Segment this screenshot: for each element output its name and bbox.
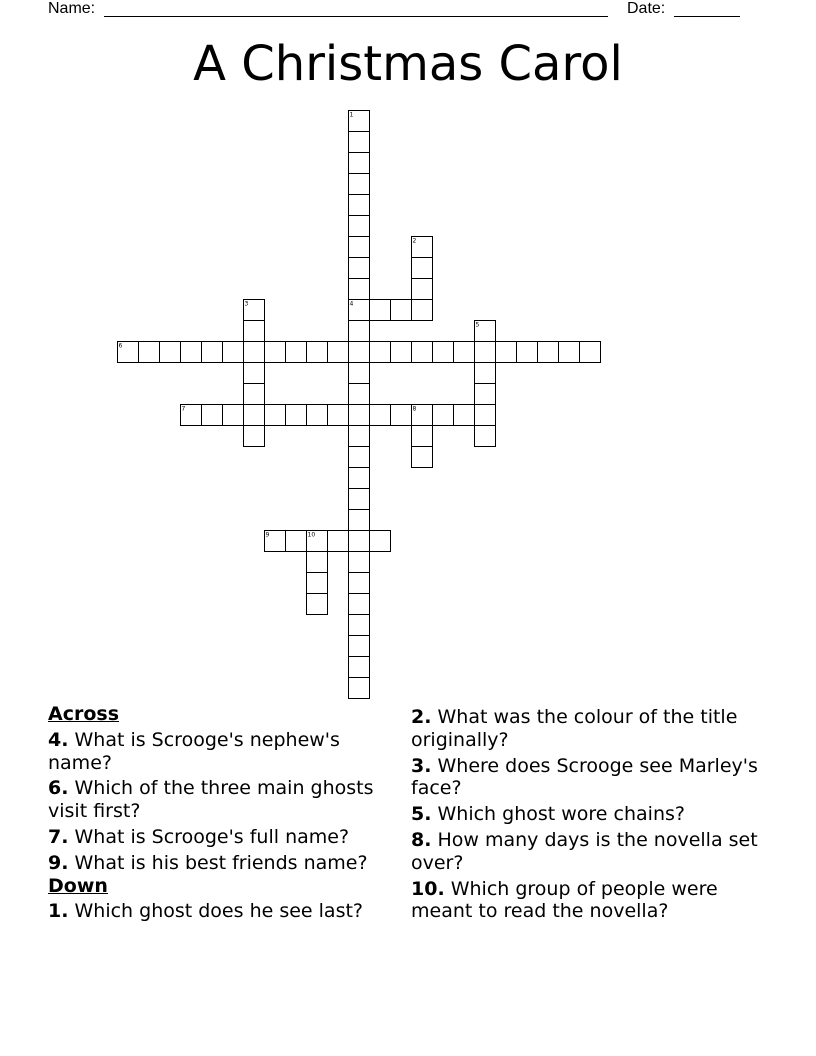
grid-cell[interactable] <box>538 342 559 363</box>
grid-cell[interactable] <box>223 405 244 426</box>
clues-column-left <box>48 703 388 923</box>
clue-number: 1. <box>48 900 69 923</box>
grid-cell[interactable] <box>349 594 370 615</box>
clue-down-3 <box>411 755 763 801</box>
grid-cell[interactable] <box>244 342 265 363</box>
grid-cell[interactable] <box>391 300 412 321</box>
clues-column-right <box>411 703 763 923</box>
grid-cell[interactable] <box>349 405 370 426</box>
grid-cell[interactable] <box>286 342 307 363</box>
clue-across-4 <box>48 729 388 775</box>
grid-cell[interactable] <box>412 300 433 321</box>
grid-cell[interactable] <box>349 510 370 531</box>
clue-number: 3. <box>411 754 432 777</box>
clue-text: How many days is the novella set over? <box>411 828 758 874</box>
cell-clue-number: 9 <box>265 531 270 539</box>
grid-cell[interactable] <box>286 531 307 552</box>
grid-cell[interactable] <box>475 405 496 426</box>
grid-cell[interactable] <box>202 405 223 426</box>
grid-cell[interactable] <box>349 426 370 447</box>
grid-cell[interactable] <box>412 279 433 300</box>
grid-cell[interactable] <box>349 552 370 573</box>
grid-cell[interactable] <box>517 342 538 363</box>
clue-text: Which group of people were meant to read the novella? <box>411 877 718 923</box>
cell-clue-number: 8 <box>412 405 417 413</box>
grid-cell[interactable] <box>475 342 496 363</box>
grid-cell[interactable] <box>349 195 370 216</box>
grid-cell[interactable] <box>265 342 286 363</box>
grid-cell[interactable] <box>286 405 307 426</box>
cell-clue-number: 5 <box>475 321 480 329</box>
grid-cell[interactable] <box>433 342 454 363</box>
clue-number: 6. <box>48 777 69 800</box>
grid-cell[interactable] <box>160 342 181 363</box>
grid-cell[interactable] <box>244 426 265 447</box>
grid-cell[interactable] <box>349 636 370 657</box>
grid-cell[interactable] <box>391 342 412 363</box>
clue-number: 9. <box>48 851 69 874</box>
grid-cell[interactable] <box>181 342 202 363</box>
grid-cell[interactable] <box>475 426 496 447</box>
grid-cell[interactable] <box>349 573 370 594</box>
grid-cell[interactable] <box>454 342 475 363</box>
grid-cell[interactable] <box>328 405 349 426</box>
grid-cell[interactable] <box>349 279 370 300</box>
grid-cell[interactable] <box>349 258 370 279</box>
grid-cell[interactable] <box>349 153 370 174</box>
grid-cell[interactable] <box>412 447 433 468</box>
grid-cell[interactable] <box>370 342 391 363</box>
cell-clue-number: 2 <box>412 237 417 245</box>
grid-cell[interactable] <box>370 531 391 552</box>
grid-cell[interactable] <box>349 342 370 363</box>
clue-down-5 <box>411 803 763 826</box>
grid-cell[interactable] <box>391 405 412 426</box>
grid-cell[interactable] <box>349 678 370 699</box>
date-label: Date: <box>627 0 666 17</box>
grid-cell[interactable] <box>328 531 349 552</box>
clue-down-8 <box>411 829 763 875</box>
clue-number: 7. <box>48 825 69 848</box>
across-heading: Across <box>48 703 120 725</box>
clue-across-9 <box>48 852 388 875</box>
grid-cell[interactable] <box>349 657 370 678</box>
clue-down-2 <box>411 706 763 752</box>
name-label: Name: <box>48 0 96 17</box>
clue-number: 4. <box>48 728 69 751</box>
grid-cell[interactable] <box>223 342 244 363</box>
cell-clue-number: 3 <box>244 300 249 308</box>
grid-cell[interactable] <box>139 342 160 363</box>
grid-cell[interactable] <box>475 384 496 405</box>
down-heading: Down <box>48 874 108 897</box>
grid-cell[interactable] <box>244 405 265 426</box>
clue-across-7 <box>48 826 388 849</box>
clue-across-6 <box>48 777 388 823</box>
clue-number: 5. <box>411 803 432 826</box>
grid-cell[interactable] <box>580 342 601 363</box>
grid-cell[interactable] <box>370 405 391 426</box>
grid-cell[interactable] <box>412 258 433 279</box>
grid-cell[interactable] <box>244 363 265 384</box>
grid-cell[interactable] <box>349 363 370 384</box>
grid-cell[interactable] <box>454 405 475 426</box>
clue-number: 10. <box>411 877 445 900</box>
grid-cell[interactable] <box>349 447 370 468</box>
grid-cell[interactable] <box>328 342 349 363</box>
grid-cell[interactable] <box>307 573 328 594</box>
grid-cell[interactable] <box>349 489 370 510</box>
grid-cell[interactable] <box>349 384 370 405</box>
grid-cell[interactable] <box>244 384 265 405</box>
grid-cell[interactable] <box>307 594 328 615</box>
grid-cell[interactable] <box>265 405 286 426</box>
grid-cell[interactable] <box>349 132 370 153</box>
grid-cell[interactable] <box>433 405 454 426</box>
grid-cell[interactable] <box>349 615 370 636</box>
grid-cell[interactable] <box>349 531 370 552</box>
cell-clue-number: 7 <box>181 405 186 413</box>
grid-cell[interactable] <box>349 468 370 489</box>
grid-cell[interactable] <box>202 342 223 363</box>
clue-down-10 <box>411 878 763 924</box>
clue-text: What was the colour of the title originally? <box>411 706 738 751</box>
cell-clue-number: 1 <box>349 111 354 119</box>
clue-text: What is Scrooge's full name? <box>74 825 350 848</box>
grid-cell[interactable] <box>412 426 433 447</box>
grid-cell[interactable] <box>412 342 433 363</box>
cell-clue-number: 4 <box>349 300 354 308</box>
grid-cell[interactable] <box>496 342 517 363</box>
grid-cell[interactable] <box>349 237 370 258</box>
grid-cell[interactable] <box>559 342 580 363</box>
grid-cell[interactable] <box>475 363 496 384</box>
clue-number: 8. <box>411 828 432 851</box>
grid-cell[interactable] <box>307 342 328 363</box>
clue-text: Which of the three main ghosts visit first? <box>48 777 374 823</box>
clue-down-1 <box>48 900 388 923</box>
clue-text: What is Scrooge's nephew's name? <box>48 728 340 774</box>
grid-cell[interactable] <box>307 552 328 573</box>
clue-text: Which ghost does he see last? <box>74 900 364 923</box>
grid-cell[interactable] <box>307 405 328 426</box>
grid-cell[interactable] <box>349 174 370 195</box>
clue-text: What is his best friends name? <box>74 851 368 874</box>
grid-cell[interactable] <box>349 321 370 342</box>
page-title: A Christmas Carol <box>193 36 623 92</box>
cell-clue-number: 6 <box>118 342 123 350</box>
clue-number: 2. <box>411 706 432 728</box>
grid-cell[interactable] <box>370 300 391 321</box>
clue-text: Which ghost wore chains? <box>437 803 685 826</box>
grid-cell[interactable] <box>349 216 370 237</box>
cell-clue-number: 10 <box>307 531 316 539</box>
grid-cell[interactable] <box>244 321 265 342</box>
clue-text: Where does Scrooge see Marley's face? <box>411 754 758 800</box>
